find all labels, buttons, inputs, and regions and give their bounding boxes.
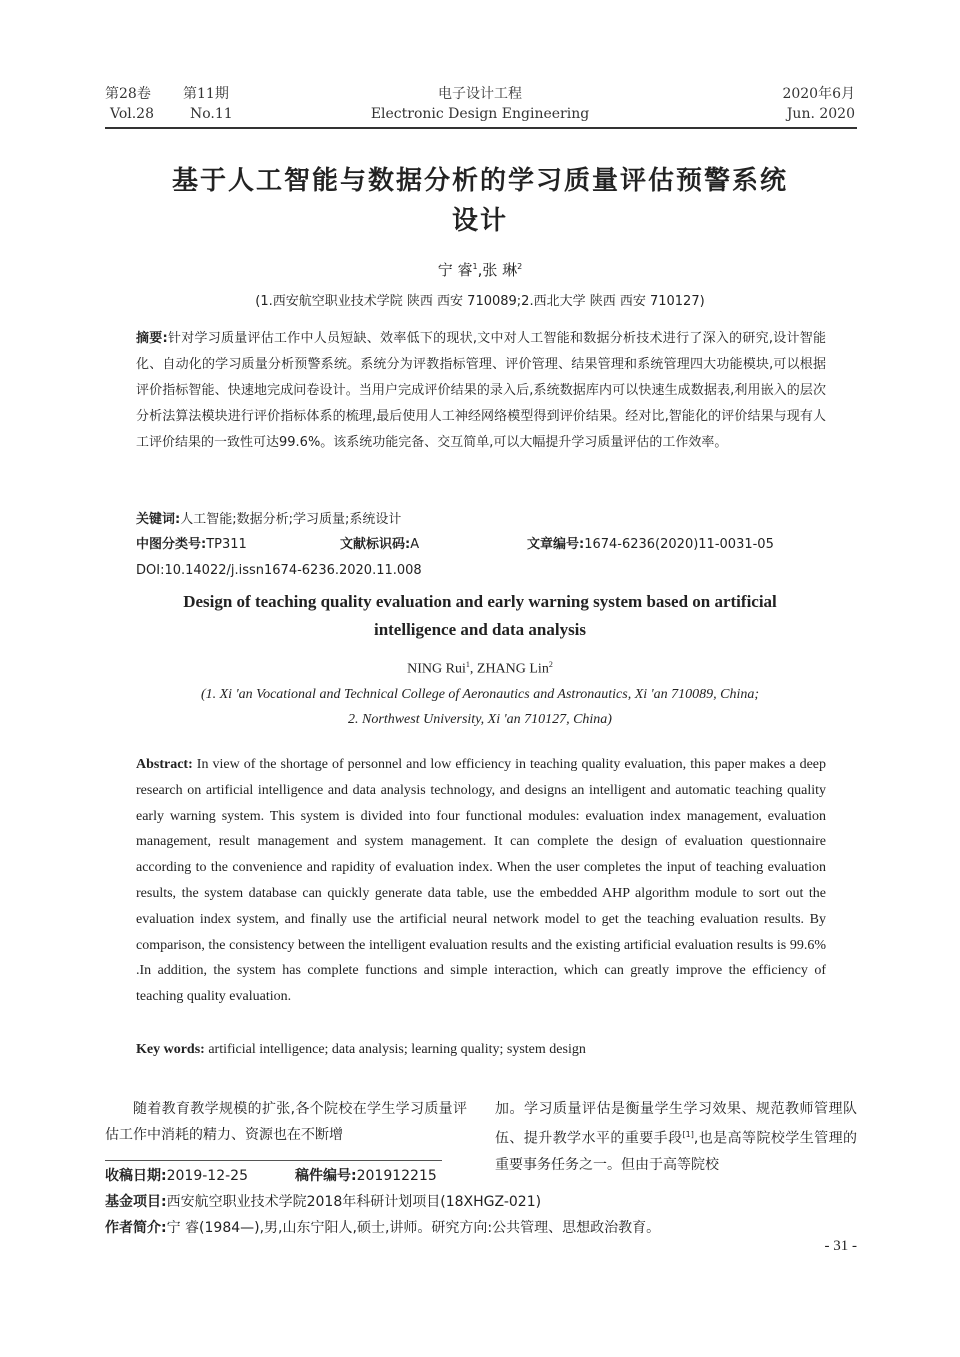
issue-en: No.11 — [190, 106, 233, 122]
article-number — [527, 534, 774, 556]
body-right-text: 加。学习质量评估是衡量学生学习效果、规范教师管理队伍、提升教学水平的重要手段 — [495, 1101, 857, 1147]
fund-value: 西安航空职业技术学院2018年科研计划项目(18XHGZ-021) — [166, 1194, 542, 1210]
abstract-en — [136, 752, 826, 1010]
title-en-line1: Design of teaching quality evaluation and early warning system based on artificial — [183, 592, 777, 611]
doc-value: A — [410, 537, 420, 552]
ms-value: 201912215 — [356, 1168, 437, 1184]
clc-label: 中图分类号: — [136, 537, 207, 552]
header-rule — [105, 127, 857, 129]
footnote-rule — [105, 1160, 442, 1161]
keywords-en-text: artificial intelligence; data analysis; learning quality; system design — [208, 1042, 586, 1057]
body-right-text-cont: ,也是高等院校学生管理的重要事务任务之一。但由于高等院校 — [495, 1130, 858, 1173]
received-value: 2019-12-25 — [166, 1168, 248, 1184]
keywords-cn-label: 关键词: — [136, 512, 181, 527]
affiliation-en-line1: (1. Xi 'an Vocational and Technical College of Aeronautics and Astronautics, Xi 'an 710089, China; — [200, 687, 760, 702]
keywords-en — [136, 1038, 826, 1062]
abstract-cn — [136, 326, 826, 456]
journal-name-en: Electronic Design Engineering — [370, 106, 590, 122]
author-en-1: NING Rui — [407, 661, 466, 677]
clc-number — [136, 534, 247, 556]
received-date — [105, 1166, 248, 1186]
received-label: 收稿日期: — [105, 1168, 167, 1184]
bio-value: 宁 睿(1984—),男,山东宁阳人,硕士,讲师。研究方向:公共管理、思想政治教育。 — [166, 1220, 661, 1236]
affiliation-cn: (1.西安航空职业技术学院 陕西 西安 710089;2.西北大学 陕西 西安 710127) — [255, 294, 705, 309]
keywords-cn-text: 人工智能;数据分析;学习质量;系统设计 — [180, 512, 402, 527]
title-cn-line1: 基于人工智能与数据分析的学习质量评估预警系统 — [171, 166, 788, 196]
title-en-line2: intelligence and data analysis — [373, 620, 587, 639]
art-label: 文章编号: — [527, 537, 585, 552]
author-en-2: ZHANG Lin — [476, 661, 549, 677]
keywords-en-label: Key words: — [136, 1042, 205, 1057]
body-column-left: 随着教育教学规模的扩张,各个院校在学生学习质量评估工作中消耗的精力、资源也在不断增 — [105, 1101, 467, 1143]
author-cn-2-affil: 2 — [517, 262, 523, 271]
document-code — [340, 534, 419, 556]
fund-label: 基金项目: — [105, 1194, 167, 1210]
volume-en: Vol.28 — [110, 106, 154, 122]
authors-cn — [0, 259, 960, 280]
author-en-separator: , — [469, 661, 477, 677]
authors-en — [0, 660, 960, 678]
abstract-cn-label: 摘要: — [136, 331, 168, 346]
bio-label: 作者简介: — [105, 1220, 167, 1236]
journal-name-cn: 电子设计工程 — [438, 86, 522, 102]
page-number: - 31 - — [824, 1238, 857, 1254]
keywords-cn — [136, 507, 826, 533]
doi: DOI:10.14022/j.issn1674-6236.2020.11.008 — [136, 563, 422, 578]
volume-cn: 第28卷 — [105, 86, 151, 102]
issue-cn: 第11期 — [183, 86, 229, 102]
clc-value: TP311 — [206, 537, 247, 552]
abstract-cn-text: 针对学习质量评估工作中人员短缺、效率低下的现状,文中对人工智能和数据分析技术进行了深入的研究,设计智能化、自动化的学习质量分析预警系统。系统分为评教指标管理、评价管理、结果管理和系统管理四大功能模块,可以根据评价指标智能、快速地完成问卷设计。当用户完成评价结果的录入后,系统数据库内可以快速生成数据表,利用嵌入的层次分析法算法模块进行评价指标体系的梳理,最后使用人工神经网络模型得到评价结果。经对比,智能化的评价结果与现有人工评价结果的一致性可达99.6%。该系统功能完备、交互简单,可以大幅提升学习质量评估的工作效率。 — [136, 331, 827, 450]
author-en-1-affil: 1 — [465, 660, 470, 669]
author-cn-2: 张 琳 — [482, 261, 518, 279]
citation-ref: [1] — [682, 1130, 694, 1139]
author-bio — [105, 1218, 660, 1238]
author-separator: , — [477, 261, 483, 279]
abstract-en-label: Abstract: — [136, 757, 193, 772]
fund-project — [105, 1192, 541, 1212]
author-cn-1-affil: 1 — [472, 262, 478, 271]
title-cn-line2: 设计 — [451, 206, 508, 236]
affiliation-en-line2: 2. Northwest University, Xi 'an 710127, China) — [348, 712, 612, 727]
body-column-right — [495, 1096, 857, 1178]
author-en-2-affil: 2 — [548, 660, 553, 669]
ms-label: 稿件编号: — [295, 1168, 357, 1184]
issue-date-en: Jun. 2020 — [786, 106, 855, 122]
doc-label: 文献标识码: — [340, 537, 411, 552]
art-value: 1674-6236(2020)11-0031-05 — [584, 537, 774, 552]
issue-date-cn: 2020年6月 — [782, 86, 855, 102]
author-cn-1: 宁 睿 — [437, 261, 473, 279]
abstract-en-text: In view of the shortage of personnel and low efficiency in teaching quality evaluation, this paper makes a deep research on artificial intelligence and data analysis technology, and designs an intelligent and automatic teaching quality early warning system. This system is divided into four functional modules: evaluation index management, evaluation management, result management and system management. It can complete the design of evaluation questionnaire according to the convenience and rapidity of evaluation index. When the user completes the input of teaching evaluation results, the system database can quickly generate data table, use the embedded AHP algorithm module to sort out the evaluation index system, and finally use the artificial neural network model to get the teaching evaluation results. By comparison, the consistency between the intelligent evaluation results and the existing artificial evaluation results is 99.6% .In addition, the system has complete functions and simple interaction, which can greatly improve the efficiency of teaching quality evaluation. — [136, 757, 827, 1005]
manuscript-number — [295, 1166, 437, 1186]
